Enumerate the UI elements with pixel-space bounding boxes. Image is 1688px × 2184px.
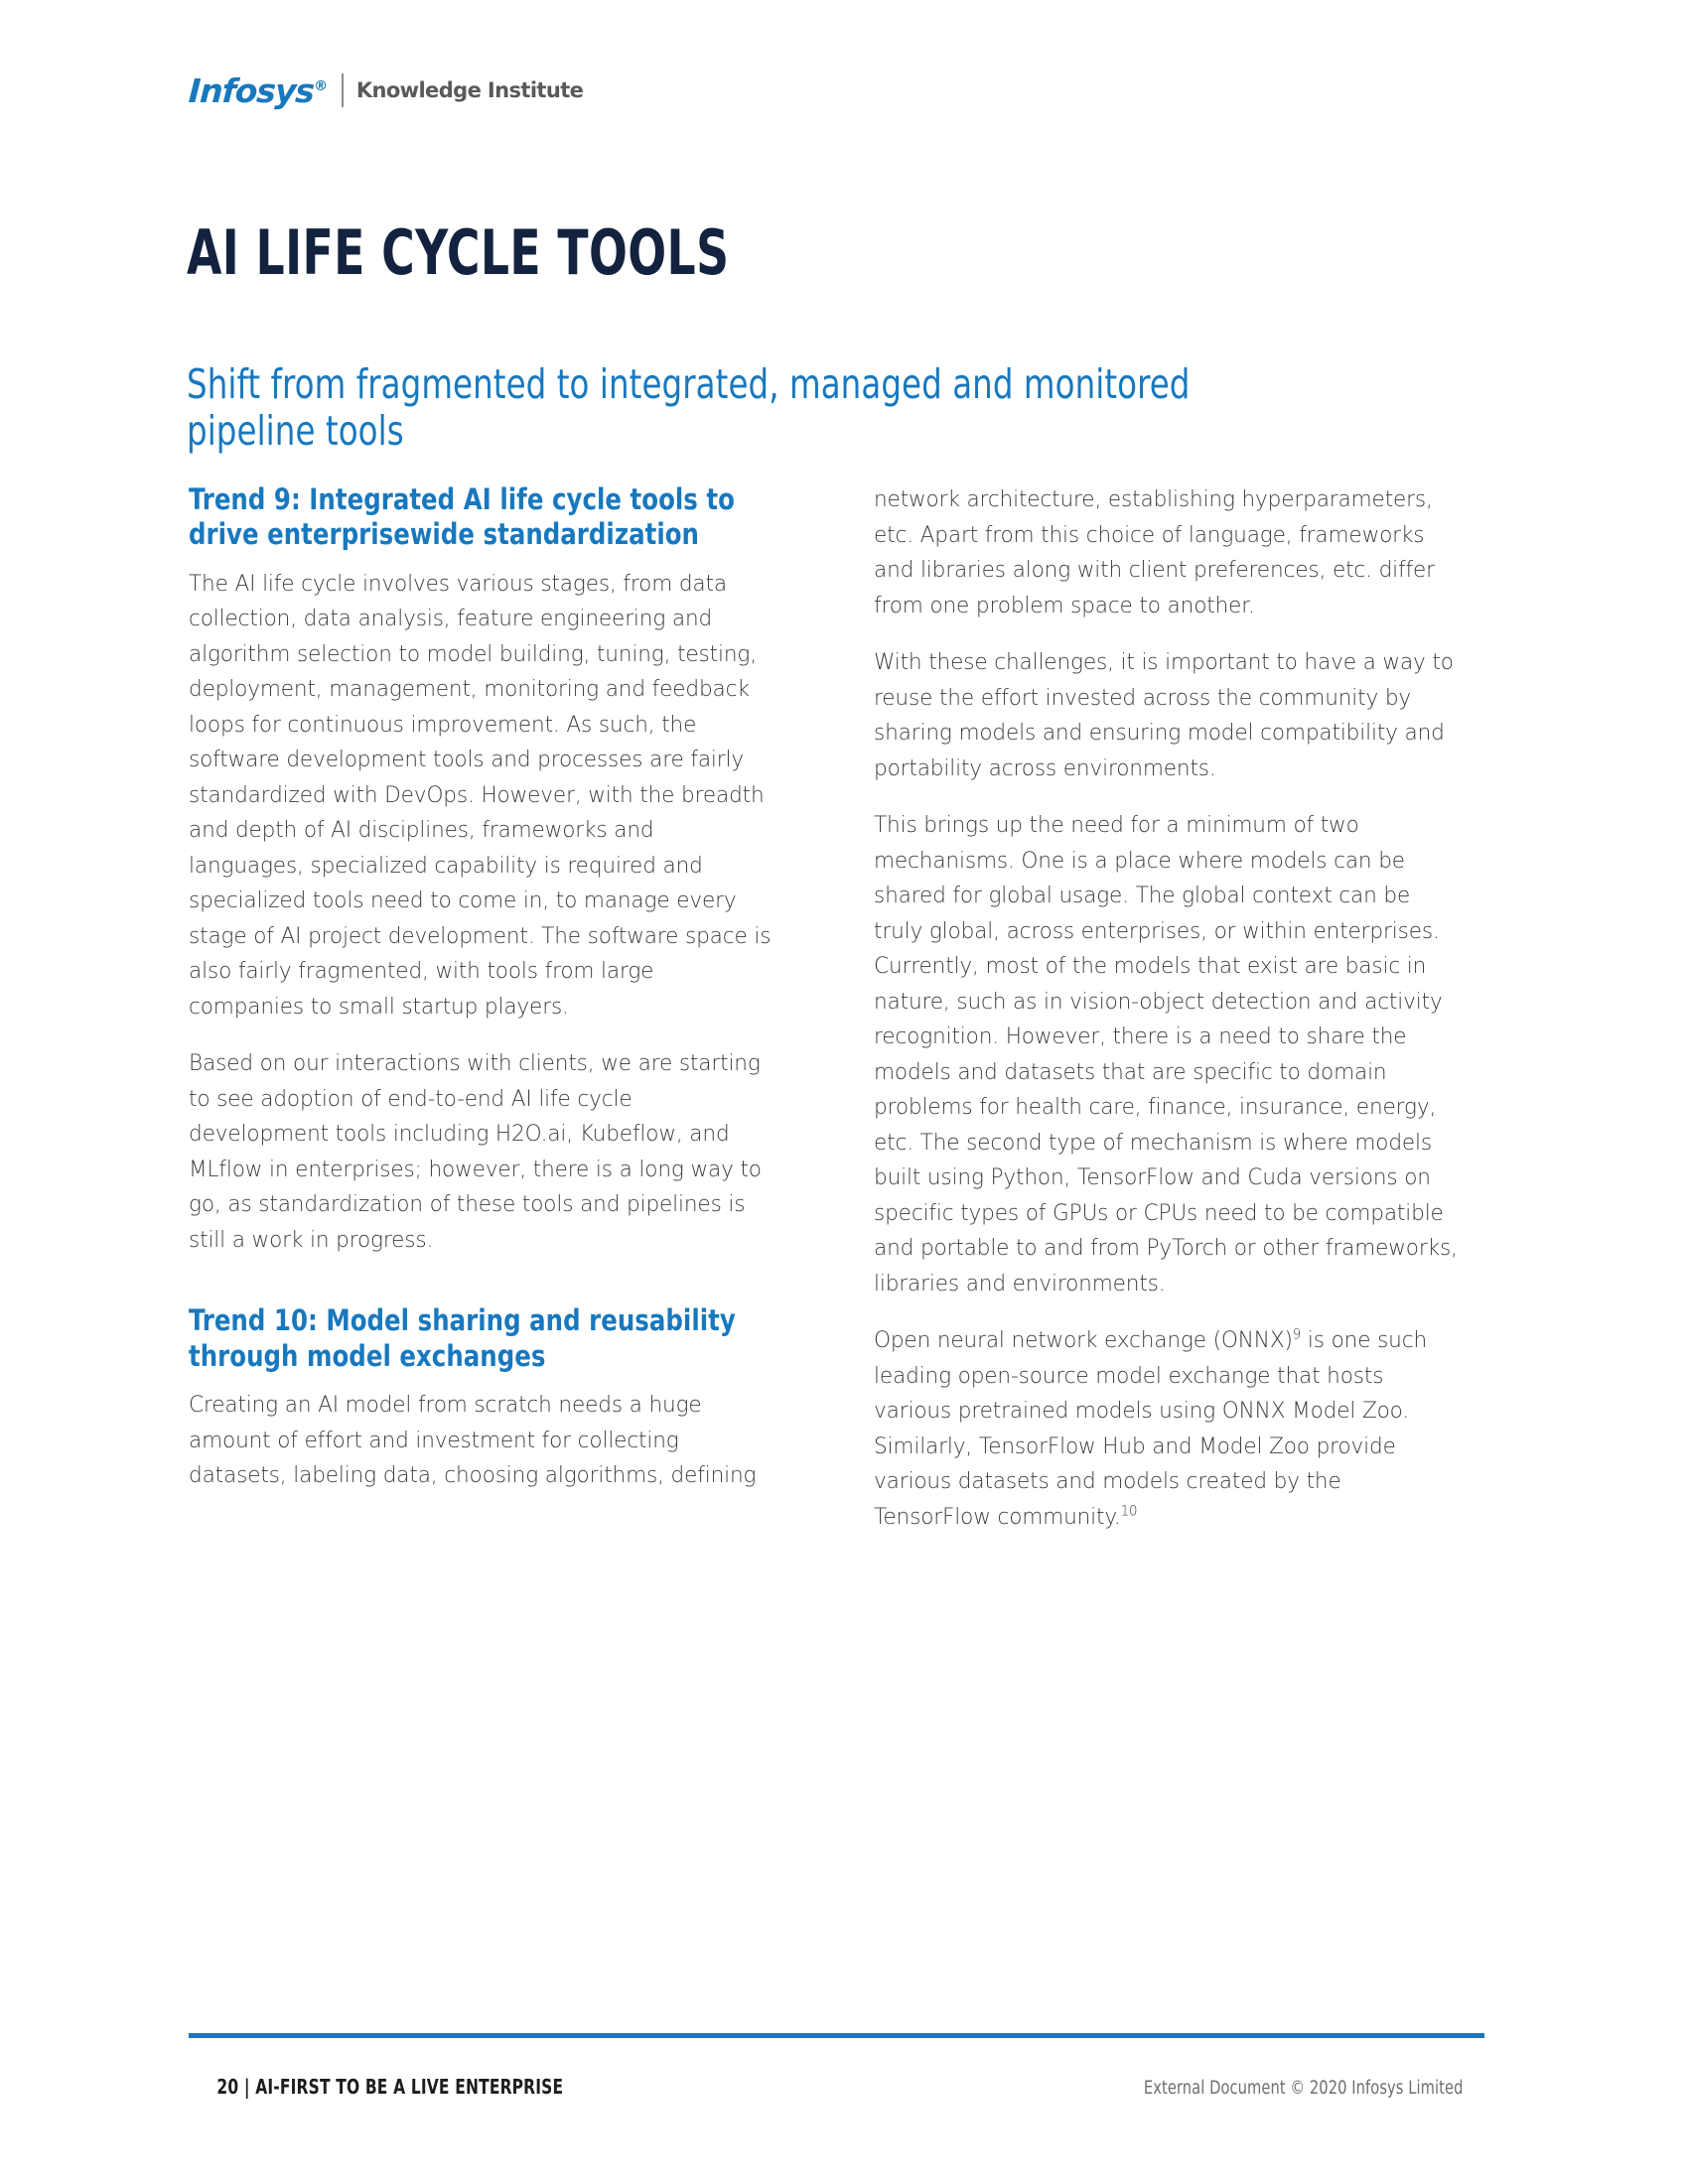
infosys-knowledge-institute-logo	[189, 68, 583, 113]
article-columns	[189, 482, 1482, 1535]
registered-trademark-icon: ®	[313, 77, 328, 94]
infosys-wordmark	[187, 70, 328, 110]
left-column	[189, 482, 796, 1535]
footer-copyright: External Document © 2020 Infosys Limited	[1143, 2078, 1464, 2099]
footer-divider-rule	[189, 2033, 1484, 2038]
trend-9-paragraph-2: Based on our interactions with clients, we are starting to see adoption of end-to-end AI life cycle development tools including H2O.ai, Kubeflow, and MLflow in enterprises; however, there is a long way to go, as standardization of these tools and pipelines is still a work in progress.	[189, 1050, 762, 1253]
page-subtitle: Shift from fragmented to integrated, managed and monitored pipeline tools	[187, 360, 1191, 455]
right-paragraph-3: This brings up the need for a minimum of two mechanisms. One is a place where models can be shared for global usage. The global context can be truly global, across enterprises, or within enterprises. Currently, most of the models that exist are basic in nature, such as in vision-object detection and activity recognition. However, there is a need to share the models and datasets that are specific to domain problems for health care, finance, insurance, energy, etc. The second type of mechanism is where models built using Python, TensorFlow and Cuda versions on specific types of GPUs or CPUs need to be compatible and portable to and from PyTorch or other frameworks, libraries and environments.	[874, 812, 1458, 1297]
right-column	[874, 482, 1481, 1535]
right-paragraph-1: network architecture, establishing hyperparameters, etc. Apart from this choice of language, frameworks and libraries along with client preferences, etc. differ from one problem space to another.	[874, 486, 1435, 618]
page-footer	[189, 2075, 1484, 2099]
onnx-text-part-1: Open neural network exchange (ONNX)	[874, 1327, 1293, 1353]
right-paragraph-onnx	[874, 1323, 1461, 1535]
trend-10-paragraph-1: Creating an AI model from scratch needs a huge amount of effort and investment for collecting datasets, labeling data, choosing algorithms, defining	[189, 1392, 757, 1489]
trend-9-heading: Trend 9: Integrated AI life cycle tools to drive enterprisewide standardization	[189, 482, 735, 552]
right-paragraph-2: With these challenges, it is important to have a way to reuse the effort invested across the community by sharing models and ensuring model compatibility and portability across environments.	[874, 649, 1454, 781]
infosys-wordmark-text: Infosys	[187, 70, 315, 110]
footnote-marker-9: 9	[1292, 1326, 1302, 1343]
knowledge-institute-label: Knowledge Institute	[355, 77, 584, 102]
footnote-marker-10: 10	[1120, 1503, 1138, 1520]
footer-page-label: 20 | AI-FIRST TO BE A LIVE ENTERPRISE	[216, 2075, 564, 2099]
onnx-text-part-2: is one such leading open-source model exchange that hosts various pretrained models using ONNX Model Zoo. Similarly, TensorFlow Hub and Model Zoo provide various datasets and models created by the TensorFlow community.	[874, 1327, 1428, 1530]
trend-10-heading: Trend 10: Model sharing and reusability through model exchanges	[189, 1303, 736, 1373]
page-title: AI LIFE CYCLE TOOLS	[187, 215, 730, 289]
trend-9-paragraph-1: The AI life cycle involves various stages, from data collection, data analysis, feature engineering and algorithm selection to model building, tuning, testing, deployment, management, monitoring and feedback loops for continuous improvement. As such, the software development tools and processes are fairly standardized with DevOps. However, with the breadth and depth of AI disciplines, frameworks and languages, specialized capability is required and specialized tools need to come in, to manage every stage of AI project development. The software space is also fairly fragmented, with tools from large companies to small startup players.	[189, 570, 772, 1020]
logo-divider	[342, 73, 344, 107]
